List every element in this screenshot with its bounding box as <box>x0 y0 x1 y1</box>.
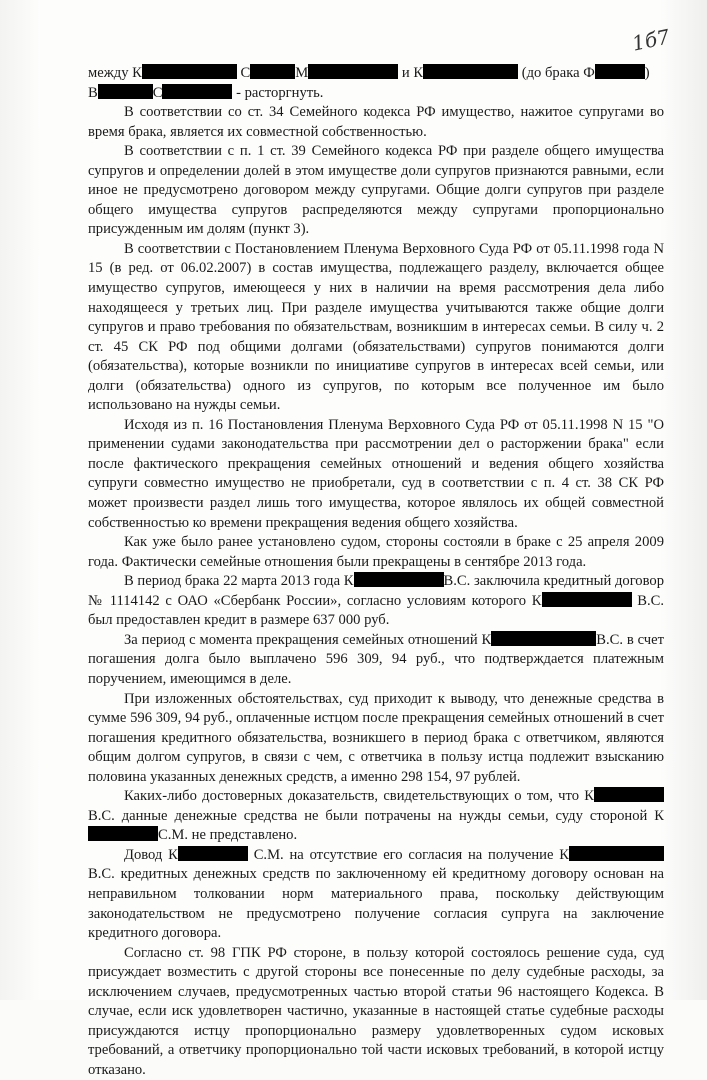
text-segment: В.С. заключила кредитный договор № 1114142 с ОАО «Сбербанк России», согласно условиям которого К <box>88 573 664 609</box>
text-segment: В <box>88 84 98 101</box>
text-segment: В период брака 22 марта 2013 года К <box>124 573 354 590</box>
redaction-box <box>142 64 237 79</box>
text-segment: Довод К <box>124 846 178 863</box>
text-segment: Исходя из п. 16 Постановления Пленума Верховного Суда РФ от 05.11.1998 N 15 "О применении судами законодательства при рассмотрении дел о расторжении брака" если после фактического прекращения семейных отношений и ведения общего хозяйства супруги совместно имущество не приобретали, суд в соответствии с п. 4 ст. 38 СК РФ может произвести раздел лишь того имущества, которое являлось их общей совместной собственностью ко времени прекращения ведения общего хозяйства. <box>88 416 664 531</box>
paragraph <box>88 416 664 533</box>
text-segment: С.М. не представлено. <box>158 827 298 844</box>
text-segment: В.С. кредитных денежных средств по заключенному ей кредитному договору основан на неправильном толковании норм материального права, поскольку действующим законодательством не предусмотрено получение согласия супруга на заключение кредитного договора. <box>88 866 664 942</box>
document-body <box>88 64 664 1080</box>
text-segment: Как уже было ранее установлено судом, стороны состояли в браке с 25 апреля 2009 года. Фактически семейные отношения были прекращены в сентябре 2013 года. <box>88 534 664 570</box>
text-segment: между К <box>88 65 142 81</box>
paragraph <box>88 533 664 572</box>
redaction-box <box>595 64 645 79</box>
paragraph <box>88 142 664 240</box>
redaction-box <box>491 631 596 646</box>
text-segment: В.С. данные денежные средства не были потрачены на нужды семьи, суду стороной К <box>88 807 664 824</box>
text-segment: В соответствии с Постановлением Пленума Верховного Суда РФ от 05.11.1998 года N 15 (в ред. от 06.02.2007) в состав имущества, подлежащего разделу, включается общее имущество супругов, имеющееся у них в наличии на время рассмотрения дела либо находящееся у третьих лиц. При разделе имущества учитываются также общие долги супругов и право требования по обязательствам, возникшим в интересах семьи. В силу ч. 2 ст. 45 СК РФ под общими долгами (обязательствами) супругов понимаются долги (обязательства), которые возникли по инициативе супругов в интересах всей семьи, или долги (обязательства) одного из супругов, по которым все полученное им было использовано на нужды семьи. <box>88 240 664 414</box>
redaction-box <box>594 787 664 802</box>
redaction-box <box>250 64 295 79</box>
paragraph <box>88 690 664 788</box>
paragraph <box>88 631 664 690</box>
text-segment: С.М. на отсутствие его согласия на получение К <box>247 846 570 863</box>
text-segment: М <box>295 65 309 81</box>
text-segment: При изложенных обстоятельствах, суд приходит к выводу, что денежные средства в сумме 596 309, 94 руб., оплаченные истцом после прекращения семейных отношений в счет погашения кредитного обязательства, возникшего в период брака с ответчиком, являются общим долгом супругов, в связи с чем, с ответчика в пользу истца подлежит взысканию половина указанных денежных средств, а именно 298 154, 97 рублей. <box>88 690 664 785</box>
handwritten-page-number: 1б7 <box>629 24 672 56</box>
text-segment: ) <box>644 65 650 81</box>
redaction-box <box>98 84 153 99</box>
text-segment: С <box>236 65 251 81</box>
text-segment: Каких-либо достоверных доказательств, свидетельствующих о том, что К <box>124 788 594 805</box>
text-segment: С <box>152 84 163 101</box>
text-segment: (до брака Ф <box>518 65 595 81</box>
redaction-box <box>423 64 518 79</box>
text-segment: и К <box>398 65 424 81</box>
paragraph <box>88 846 664 944</box>
paragraph <box>88 944 664 1080</box>
paragraph <box>88 64 664 103</box>
text-segment: В соответствии с п. 1 ст. 39 Семейного кодекса РФ при разделе общего имущества супругов и определении долей в этом имуществе доли супругов признаются равными, если иное не предусмотрено договором между супругами. Общие долги супругов при разделе общего имущества супругов распределяются между супругами пропорционально присужденным им долям (пункт 3). <box>88 143 664 238</box>
text-segment: В.С. был предоставлен кредит в размере 637 000 руб. <box>88 592 664 629</box>
text-segment: Согласно ст. 98 ГПК РФ стороне, в пользу которой состоялось решение суда, суд присуждает возместить с другой стороны все понесенные по делу судебные расходы, за исключением случаев, предусмотренных частью второй статьи 96 настоящего Кодекса. В случае, если иск удовлетворен частично, указанные в настоящей статье судебные расходы присуждаются истцу пропорционально размеру удовлетворенных судом исковых требований, а ответчику пропорционально той части исковых требований, в которой истцу отказано. <box>88 944 664 1078</box>
redaction-box <box>162 84 232 99</box>
text-segment: - расторгнуть. <box>232 84 324 101</box>
redaction-box <box>308 64 398 79</box>
paragraph <box>88 103 664 142</box>
redaction-box <box>178 846 248 861</box>
redaction-box <box>569 846 664 861</box>
redaction-box <box>88 826 158 841</box>
redaction-box <box>354 572 444 587</box>
text-segment: В соответствии со ст. 34 Семейного кодекса РФ имущество, нажитое супругами во время брака, является их совместной собственностью. <box>88 104 664 140</box>
text-segment: За период с момента прекращения семейных отношений К <box>124 631 492 648</box>
text-segment: В.С. в счет погашения долга было выплачено 596 309, 94 руб., что подтверждается платежным поручением, имеющимся в деле. <box>88 631 665 687</box>
paragraph <box>88 240 664 416</box>
paragraph <box>88 787 664 846</box>
paragraph <box>88 572 664 631</box>
redaction-box <box>542 592 632 607</box>
